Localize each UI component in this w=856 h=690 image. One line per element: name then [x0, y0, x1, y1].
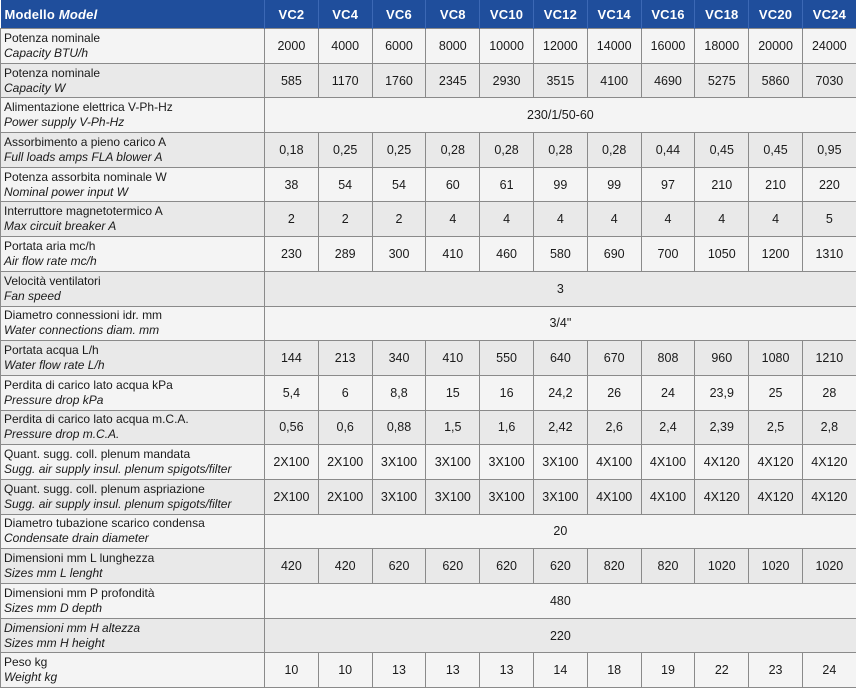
row-value: 1,6	[480, 410, 534, 445]
row-label-en: Sugg. air supply insul. plenum spigots/filter	[4, 496, 232, 511]
row-value: 26	[587, 375, 641, 410]
row-value: 4	[587, 202, 641, 237]
row-label-it: Portata aria mc/h	[4, 238, 96, 253]
row-value: 4X120	[695, 445, 749, 480]
row-label-en: Air flow rate mc/h	[4, 253, 97, 268]
row-value: 220	[802, 167, 856, 202]
row-value: 0,95	[802, 133, 856, 168]
row-label	[1, 29, 265, 64]
row-value: 820	[587, 549, 641, 584]
header-model-label-en: Model	[58, 6, 98, 22]
row-value: 10000	[480, 29, 534, 64]
row-value: 2,6	[587, 410, 641, 445]
table-row	[1, 98, 856, 133]
row-label	[1, 584, 265, 619]
row-value: 4	[695, 202, 749, 237]
row-value: 4000	[318, 29, 372, 64]
row-value: 808	[641, 341, 695, 376]
row-value: 144	[265, 341, 319, 376]
row-value: 2X100	[265, 479, 319, 514]
row-label	[1, 167, 265, 202]
header-model-vc4: VC4	[318, 0, 372, 29]
row-value: 213	[318, 341, 372, 376]
row-label-en: Capacity W	[4, 80, 66, 95]
row-label	[1, 237, 265, 272]
row-value: 0,28	[480, 133, 534, 168]
row-value: 1200	[749, 237, 803, 272]
row-value: 0,44	[641, 133, 695, 168]
row-value: 0,45	[695, 133, 749, 168]
row-value: 14	[533, 653, 587, 688]
header-model-vc6: VC6	[372, 0, 426, 29]
row-label	[1, 63, 265, 98]
spec-body	[1, 29, 856, 688]
row-value: 2	[318, 202, 372, 237]
row-value: 3X100	[372, 445, 426, 480]
row-label	[1, 202, 265, 237]
row-value: 38	[265, 167, 319, 202]
row-label-en: Max circuit breaker A	[4, 219, 117, 234]
table-row	[1, 479, 856, 514]
row-value: 2,4	[641, 410, 695, 445]
row-label-en: Water connections diam. mm	[4, 323, 160, 338]
row-value: 4100	[587, 63, 641, 98]
row-value: 1050	[695, 237, 749, 272]
row-value: 3X100	[426, 479, 480, 514]
row-value: 24	[641, 375, 695, 410]
row-value: 99	[533, 167, 587, 202]
row-value: 210	[695, 167, 749, 202]
header-model-vc24: VC24	[802, 0, 856, 29]
row-value: 3X100	[372, 479, 426, 514]
row-value: 1170	[318, 63, 372, 98]
row-value-span: 230/1/50-60	[265, 98, 856, 133]
row-value: 230	[265, 237, 319, 272]
table-row	[1, 514, 856, 549]
header-model-vc10: VC10	[480, 0, 534, 29]
row-value: 4	[641, 202, 695, 237]
row-value: 620	[372, 549, 426, 584]
row-value: 16	[480, 375, 534, 410]
table-row	[1, 584, 856, 619]
table-row	[1, 202, 856, 237]
row-value: 2X100	[318, 445, 372, 480]
row-value: 410	[426, 341, 480, 376]
row-value: 2,42	[533, 410, 587, 445]
row-value: 550	[480, 341, 534, 376]
row-value: 24	[802, 653, 856, 688]
row-value: 19	[641, 653, 695, 688]
row-value: 410	[426, 237, 480, 272]
row-label-en: Sizes mm H height	[4, 635, 105, 650]
row-value: 0,45	[749, 133, 803, 168]
row-value: 5860	[749, 63, 803, 98]
row-value: 54	[318, 167, 372, 202]
row-value: 1310	[802, 237, 856, 272]
table-row	[1, 410, 856, 445]
row-value: 10	[265, 653, 319, 688]
row-value: 420	[265, 549, 319, 584]
row-value: 960	[695, 341, 749, 376]
row-value: 5,4	[265, 375, 319, 410]
row-value-span: 220	[265, 618, 856, 653]
table-row	[1, 63, 856, 98]
table-row	[1, 29, 856, 64]
row-label-it: Quant. sugg. coll. plenum aspriazione	[4, 481, 205, 496]
row-label	[1, 341, 265, 376]
row-value: 0,25	[372, 133, 426, 168]
table-row	[1, 133, 856, 168]
table-row	[1, 445, 856, 480]
row-value: 12000	[533, 29, 587, 64]
row-value: 1020	[749, 549, 803, 584]
row-value: 54	[372, 167, 426, 202]
row-value: 640	[533, 341, 587, 376]
header-model-vc16: VC16	[641, 0, 695, 29]
row-value: 4	[480, 202, 534, 237]
row-value: 8000	[426, 29, 480, 64]
table-row	[1, 618, 856, 653]
row-value: 60	[426, 167, 480, 202]
row-label-it: Perdita di carico lato acqua kPa	[4, 377, 173, 392]
row-label-it: Perdita di carico lato acqua m.C.A.	[4, 412, 189, 427]
row-value: 4X120	[695, 479, 749, 514]
row-value: 24,2	[533, 375, 587, 410]
row-label	[1, 410, 265, 445]
row-label-it: Potenza nominale	[4, 30, 101, 45]
row-value: 1020	[695, 549, 749, 584]
row-value: 620	[533, 549, 587, 584]
row-label-it: Dimensioni mm H altezza	[4, 620, 141, 635]
header-model-vc18: VC18	[695, 0, 749, 29]
row-value: 24000	[802, 29, 856, 64]
row-value: 1,5	[426, 410, 480, 445]
row-value: 16000	[641, 29, 695, 64]
row-value: 620	[480, 549, 534, 584]
row-value: 580	[533, 237, 587, 272]
row-value: 585	[265, 63, 319, 98]
row-label	[1, 514, 265, 549]
row-label-en: Capacity BTU/h	[4, 45, 89, 60]
row-value: 13	[480, 653, 534, 688]
row-label	[1, 445, 265, 480]
row-label-it: Quant. sugg. coll. plenum mandata	[4, 447, 191, 462]
row-value: 4	[749, 202, 803, 237]
row-label	[1, 549, 265, 584]
row-value: 210	[749, 167, 803, 202]
row-label-en: Sizes mm D depth	[4, 600, 103, 615]
row-value-span: 20	[265, 514, 856, 549]
header-model-vc20: VC20	[749, 0, 803, 29]
row-label-it: Diametro tubazione scarico condensa	[4, 516, 205, 531]
row-value: 99	[587, 167, 641, 202]
row-value-span: 3	[265, 271, 856, 306]
row-label-en: Sizes mm L lenght	[4, 566, 103, 581]
header-model-vc2: VC2	[265, 0, 319, 29]
row-value: 2X100	[265, 445, 319, 480]
header-model-label	[1, 0, 265, 29]
row-value: 10	[318, 653, 372, 688]
row-label-it: Potenza nominale	[4, 65, 101, 80]
row-value: 7030	[802, 63, 856, 98]
row-value-span: 3/4"	[265, 306, 856, 341]
row-label	[1, 618, 265, 653]
row-value: 4X100	[641, 479, 695, 514]
header-row	[1, 0, 856, 29]
row-value: 0,25	[318, 133, 372, 168]
table-row	[1, 306, 856, 341]
row-value: 820	[641, 549, 695, 584]
row-value: 1080	[749, 341, 803, 376]
row-label-it: Velocità ventilatori	[4, 273, 101, 288]
table-row	[1, 237, 856, 272]
row-value: 0,28	[587, 133, 641, 168]
row-label-en: Nominal power input W	[4, 184, 129, 199]
row-value: 4X120	[749, 445, 803, 480]
row-label-en: Power supply V-Ph-Hz	[4, 115, 125, 130]
row-label-it: Dimensioni mm L lunghezza	[4, 551, 155, 566]
row-value: 18000	[695, 29, 749, 64]
row-value: 3515	[533, 63, 587, 98]
row-value: 4X120	[802, 445, 856, 480]
row-label	[1, 653, 265, 688]
row-value: 420	[318, 549, 372, 584]
row-value: 460	[480, 237, 534, 272]
row-label-it: Dimensioni mm P profondità	[4, 585, 155, 600]
row-label-en: Full loads amps FLA blower A	[4, 149, 163, 164]
row-value: 340	[372, 341, 426, 376]
row-value: 2000	[265, 29, 319, 64]
row-label-it: Interruttore magnetotermico A	[4, 204, 163, 219]
row-value: 97	[641, 167, 695, 202]
row-value: 4X100	[641, 445, 695, 480]
row-label-en: Fan speed	[4, 288, 61, 303]
row-value: 15	[426, 375, 480, 410]
row-value: 2,39	[695, 410, 749, 445]
row-value: 25	[749, 375, 803, 410]
row-label	[1, 375, 265, 410]
row-value: 6	[318, 375, 372, 410]
row-label-it: Assorbimento a pieno carico A	[4, 134, 167, 149]
row-label-en: Weight kg	[4, 670, 58, 685]
row-value: 8,8	[372, 375, 426, 410]
row-value: 13	[426, 653, 480, 688]
row-value: 670	[587, 341, 641, 376]
row-value: 2X100	[318, 479, 372, 514]
table-row	[1, 167, 856, 202]
row-value: 23	[749, 653, 803, 688]
row-value: 0,56	[265, 410, 319, 445]
row-value-span: 480	[265, 584, 856, 619]
row-value: 0,18	[265, 133, 319, 168]
row-value: 3X100	[533, 445, 587, 480]
row-value: 2,5	[749, 410, 803, 445]
row-value: 2,8	[802, 410, 856, 445]
row-value: 28	[802, 375, 856, 410]
row-label-it: Alimentazione elettrica V-Ph-Hz	[4, 100, 173, 115]
row-label-it: Diametro connessioni idr. mm	[4, 308, 163, 323]
row-value: 14000	[587, 29, 641, 64]
row-value: 300	[372, 237, 426, 272]
row-value: 3X100	[480, 445, 534, 480]
row-label	[1, 133, 265, 168]
table-row	[1, 375, 856, 410]
row-value: 23,9	[695, 375, 749, 410]
row-label	[1, 98, 265, 133]
row-value: 4X100	[587, 479, 641, 514]
header-model-label-it: Modello	[4, 6, 56, 22]
row-value: 0,88	[372, 410, 426, 445]
row-label-en: Pressure drop kPa	[4, 392, 104, 407]
row-value: 700	[641, 237, 695, 272]
table-row	[1, 341, 856, 376]
row-value: 690	[587, 237, 641, 272]
row-value: 0,28	[533, 133, 587, 168]
row-value: 2345	[426, 63, 480, 98]
row-label-it: Portata acqua L/h	[4, 343, 99, 358]
row-value: 0,6	[318, 410, 372, 445]
row-label-en: Pressure drop m.C.A.	[4, 427, 120, 442]
row-value: 22	[695, 653, 749, 688]
row-value: 4X120	[802, 479, 856, 514]
header-model-vc12: VC12	[533, 0, 587, 29]
row-value: 620	[426, 549, 480, 584]
row-label	[1, 479, 265, 514]
row-value: 1020	[802, 549, 856, 584]
row-value: 4X100	[587, 445, 641, 480]
row-value: 4690	[641, 63, 695, 98]
table-row	[1, 271, 856, 306]
header-model-vc14: VC14	[587, 0, 641, 29]
row-value: 61	[480, 167, 534, 202]
header-model-vc8: VC8	[426, 0, 480, 29]
table-row	[1, 549, 856, 584]
row-label-en: Condensate drain diameter	[4, 531, 149, 546]
row-value: 3X100	[480, 479, 534, 514]
row-value: 5	[802, 202, 856, 237]
row-value: 3X100	[426, 445, 480, 480]
row-value: 6000	[372, 29, 426, 64]
row-label	[1, 271, 265, 306]
row-value: 1210	[802, 341, 856, 376]
row-value: 20000	[749, 29, 803, 64]
row-value: 2	[265, 202, 319, 237]
row-value: 2930	[480, 63, 534, 98]
row-value: 1760	[372, 63, 426, 98]
row-value: 289	[318, 237, 372, 272]
row-label	[1, 306, 265, 341]
table-row	[1, 653, 856, 688]
row-value: 13	[372, 653, 426, 688]
row-value: 4	[426, 202, 480, 237]
row-value: 4	[533, 202, 587, 237]
row-label-it: Potenza assorbita nominale W	[4, 169, 167, 184]
row-value: 3X100	[533, 479, 587, 514]
row-value: 0,28	[426, 133, 480, 168]
row-label-en: Sugg. air supply insul. plenum spigots/filter	[4, 462, 232, 477]
row-value: 4X120	[749, 479, 803, 514]
row-label-en: Water flow rate L/h	[4, 358, 105, 373]
row-value: 18	[587, 653, 641, 688]
row-label-it: Peso kg	[4, 655, 48, 670]
row-value: 5275	[695, 63, 749, 98]
row-value: 2	[372, 202, 426, 237]
